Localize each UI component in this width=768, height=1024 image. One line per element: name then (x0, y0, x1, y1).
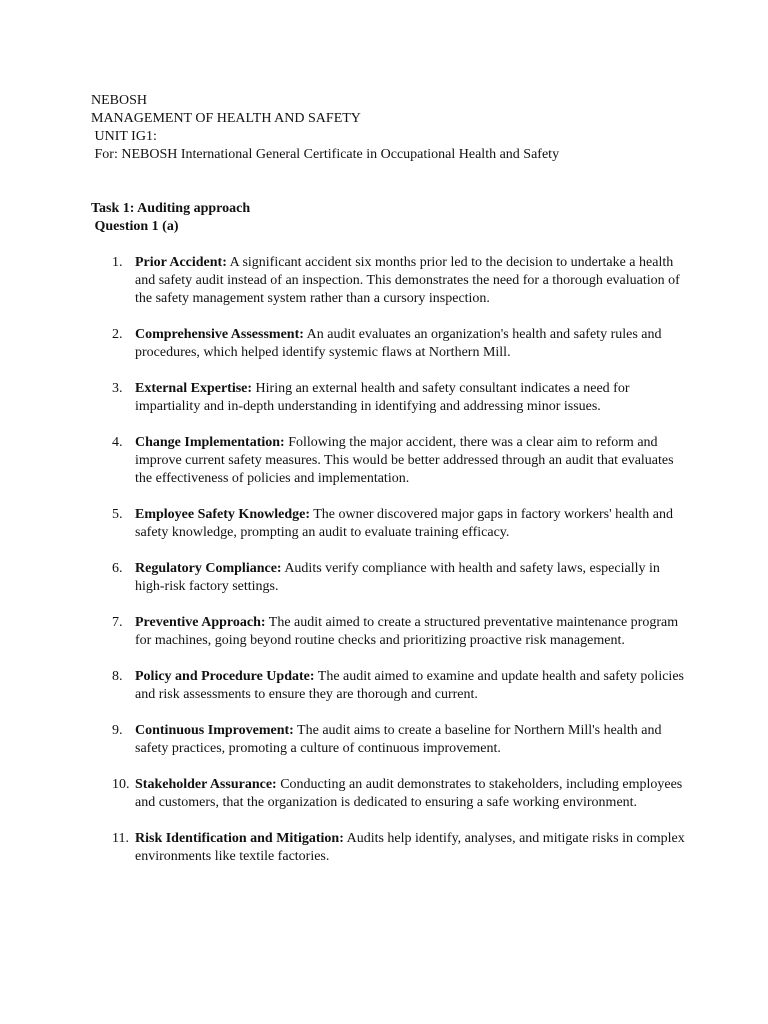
item-text: The audit aims to create a baseline for Northern Mill's health and safety practices, promoting a culture of continuous improvement. (135, 723, 662, 756)
item-text: Audits help identify, analyses, and mitigate risks in complex environments like textile factories. (135, 831, 685, 864)
item-term: Comprehensive Assessment: (135, 327, 304, 342)
item-text: Conducting an audit demonstrates to stakeholders, including employees and customers, that the organization is dedicated to ensuring a safe working environment. (135, 777, 683, 810)
list-item (91, 326, 685, 362)
item-number: 5. (112, 507, 123, 522)
list-item (91, 722, 685, 758)
item-term: Policy and Procedure Update: (135, 669, 315, 684)
list-item (91, 776, 685, 812)
list-item (91, 380, 685, 416)
item-number: 6. (112, 561, 123, 576)
document-header (91, 92, 708, 164)
item-term: External Expertise: (135, 381, 253, 396)
item-text: Hiring an external health and safety consultant indicates a need for impartiality and in-depth understanding in identifying and addressing minor issues. (135, 381, 630, 414)
item-number: 1. (112, 255, 123, 270)
item-text: The audit aimed to examine and update health and safety policies and risk assessments to ensure they are thorough and current. (135, 669, 684, 702)
list-item (91, 506, 685, 542)
item-term: Stakeholder Assurance: (135, 777, 277, 792)
header-line-3: UNIT IG1: (91, 129, 157, 144)
header-line-1: NEBOSH (91, 93, 148, 108)
list-item (91, 560, 685, 596)
item-number: 8. (112, 669, 123, 684)
item-number: 7. (112, 615, 123, 630)
item-term: Risk Identification and Mitigation: (135, 831, 344, 846)
header-line-4: For: NEBOSH International General Certificate in Occupational Health and Safety (91, 147, 560, 162)
question-label: Question 1 (a) (91, 219, 179, 234)
item-term: Continuous Improvement: (135, 723, 294, 738)
header-line-2: MANAGEMENT OF HEALTH AND SAFETY (91, 111, 361, 126)
list-item (91, 668, 685, 704)
item-term: Preventive Approach: (135, 615, 266, 630)
list-item (91, 614, 685, 650)
item-text: Audits verify compliance with health and safety laws, especially in high-risk factory settings. (135, 561, 660, 594)
task-section (91, 200, 708, 866)
list-item (91, 830, 685, 866)
numbered-list (91, 254, 708, 866)
item-number: 2. (112, 327, 123, 342)
item-text: The audit aimed to create a structured preventative maintenance program for machines, going beyond routine checks and prioritizing proactive risk management. (135, 615, 679, 648)
item-text: The owner discovered major gaps in factory workers' health and safety knowledge, prompting an audit to evaluate training efficacy. (135, 507, 674, 540)
item-number: 4. (112, 435, 123, 450)
item-number: 3. (112, 381, 123, 396)
item-text: An audit evaluates an organization's health and safety rules and procedures, which helped identify systemic flaws at Northern Mill. (135, 327, 662, 360)
item-term: Change Implementation: (135, 435, 285, 450)
item-term: Prior Accident: (135, 255, 227, 270)
list-item (91, 434, 685, 488)
item-term: Employee Safety Knowledge: (135, 507, 310, 522)
item-text: A significant accident six months prior led to the decision to undertake a health and safety audit instead of an inspection. This demonstrates the need for a thorough evaluation of the safety management system rather than a cursory inspection. (135, 255, 680, 306)
item-text: Following the major accident, there was a clear aim to reform and improve current safety measures. This would be better addressed through an audit that evaluates the effectiveness of policies and implementation. (135, 435, 674, 486)
item-term: Regulatory Compliance: (135, 561, 282, 576)
task-title: Task 1: Auditing approach (91, 201, 251, 216)
list-item (91, 254, 685, 308)
item-number: 11. (112, 831, 129, 846)
item-number: 9. (112, 723, 123, 738)
item-number: 10. (112, 777, 130, 792)
